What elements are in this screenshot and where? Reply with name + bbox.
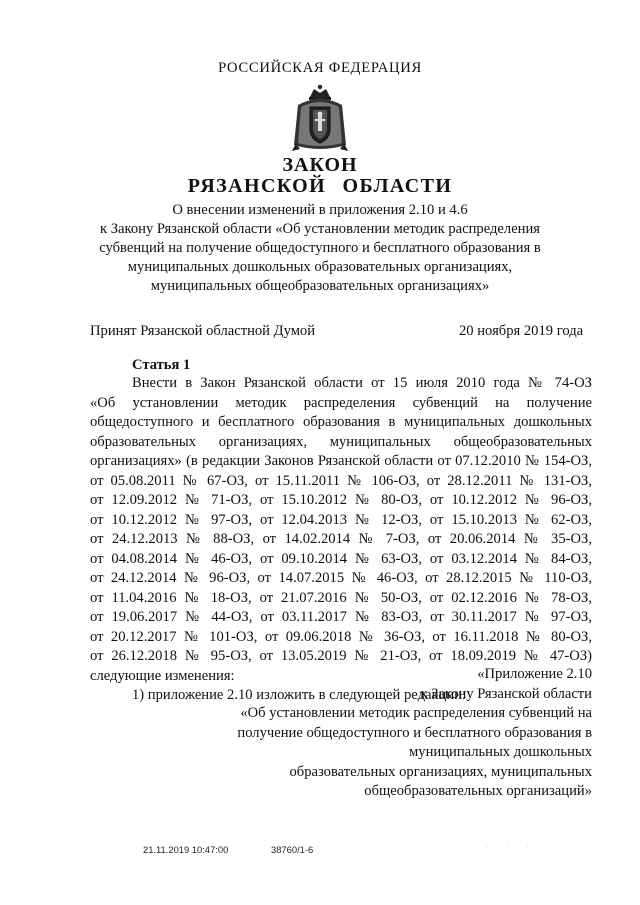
article-line: от 05.08.2011 № 67-ОЗ, от 15.11.2011 № 106-ОЗ, от 28.12.2011 № 131-ОЗ, xyxy=(90,472,592,489)
coat-of-arms-icon xyxy=(288,83,352,153)
footer-doc-number: 38760/1-6 xyxy=(271,844,314,855)
article-line: от 10.12.2012 № 97-ОЗ, от 12.04.2013 № 12-ОЗ, от 15.10.2013 № 62-ОЗ, xyxy=(90,511,592,528)
subtitle-line: к Закону Рязанской области «Об установлении методик распределения xyxy=(99,221,540,237)
subtitle-line: субвенций на получение общедоступного и бесплатного образования в xyxy=(99,240,541,256)
appendix-line: «Приложение 2.10 xyxy=(477,666,592,682)
law-subtitle xyxy=(0,201,640,296)
appendix-line: образовательных организациях, муниципальных xyxy=(289,763,592,780)
adoption-date: 20 ноября 2019 года xyxy=(459,323,584,339)
article-line: от 24.12.2013 № 88-ОЗ, от 14.02.2014 № 7-ОЗ, от 20.06.2014 № 35-ОЗ, xyxy=(90,531,592,547)
article-line: организациях» (в редакции Законов Рязанской области от 07.12.2010 № 154-ОЗ, xyxy=(90,453,592,469)
article-line: общедоступного и бесплатного образования в муниципальных дошкольных xyxy=(90,414,592,430)
article-line: от 11.04.2016 № 18-ОЗ, от 21.07.2016 № 50-ОЗ, от 02.12.2016 № 78-ОЗ, xyxy=(90,589,592,606)
appendix-line: к Закону Рязанской области xyxy=(420,685,592,702)
article-line: от 20.12.2017 № 101-ОЗ, от 09.06.2018 № 36-ОЗ, от 16.11.2018 № 80-ОЗ, xyxy=(90,628,592,645)
adopted-by: Принят Рязанской областной Думой xyxy=(90,323,316,339)
article-line: от 19.06.2017 № 44-ОЗ, от 03.11.2017 № 83-ОЗ, от 30.11.2017 № 97-ОЗ, xyxy=(90,609,592,625)
appendix-header xyxy=(200,665,592,802)
appendix-line: общеобразовательных организаций» xyxy=(364,783,592,799)
appendix-line: получение общедоступного и бесплатного образования в xyxy=(237,724,592,741)
article-line: от 12.09.2012 № 71-ОЗ, от 15.10.2012 № 80-ОЗ, от 10.12.2012 № 96-ОЗ, xyxy=(90,492,592,508)
subtitle-line: О внесении изменений в приложения 2.10 и 4.6 xyxy=(172,202,468,218)
article-line: от 04.08.2014 № 46-ОЗ, от 09.10.2014 № 63-ОЗ, от 03.12.2014 № 84-ОЗ, xyxy=(90,550,592,567)
article-line: образовательных организациях, муниципальных общеобразовательных xyxy=(90,433,592,450)
region-title: РЯЗАНСКОЙ ОБЛАСТИ xyxy=(187,175,453,197)
article-line: от 24.12.2014 № 96-ОЗ, от 14.07.2015 № 46-ОЗ, от 28.12.2015 № 110-ОЗ, xyxy=(90,570,592,586)
scan-marks: · · · · · · xyxy=(476,843,532,851)
article-closing-line: следующие изменения: xyxy=(90,667,235,684)
subtitle-line: муниципальных общеобразовательных организациях» xyxy=(150,278,490,294)
appendix-line: «Об установлении методик распределения субвенций на xyxy=(240,705,592,721)
article-title: Статья 1 xyxy=(132,357,191,373)
article-item-1: 1) приложение 2.10 изложить в следующей редакции: xyxy=(132,687,467,703)
article-line: «Об установлении методик распределения субвенций на получение xyxy=(90,394,592,411)
appendix-line: муниципальных дошкольных xyxy=(409,744,592,760)
article-line: Внести в Закон Рязанской области от 15 июля 2010 года № 74-ОЗ xyxy=(132,375,592,391)
article-body xyxy=(90,374,592,706)
federation-heading: РОССИЙСКАЯ ФЕДЕРАЦИЯ xyxy=(218,60,422,76)
law-title: ЗАКОН xyxy=(282,154,358,176)
article-line: от 26.12.2018 № 95-ОЗ, от 13.05.2019 № 21-ОЗ, от 18.09.2019 № 47-ОЗ) xyxy=(90,648,592,664)
subtitle-line: муниципальных дошкольных образовательных организациях, xyxy=(127,259,513,275)
footer-timestamp: 21.11.2019 10:47:00 xyxy=(143,844,229,855)
